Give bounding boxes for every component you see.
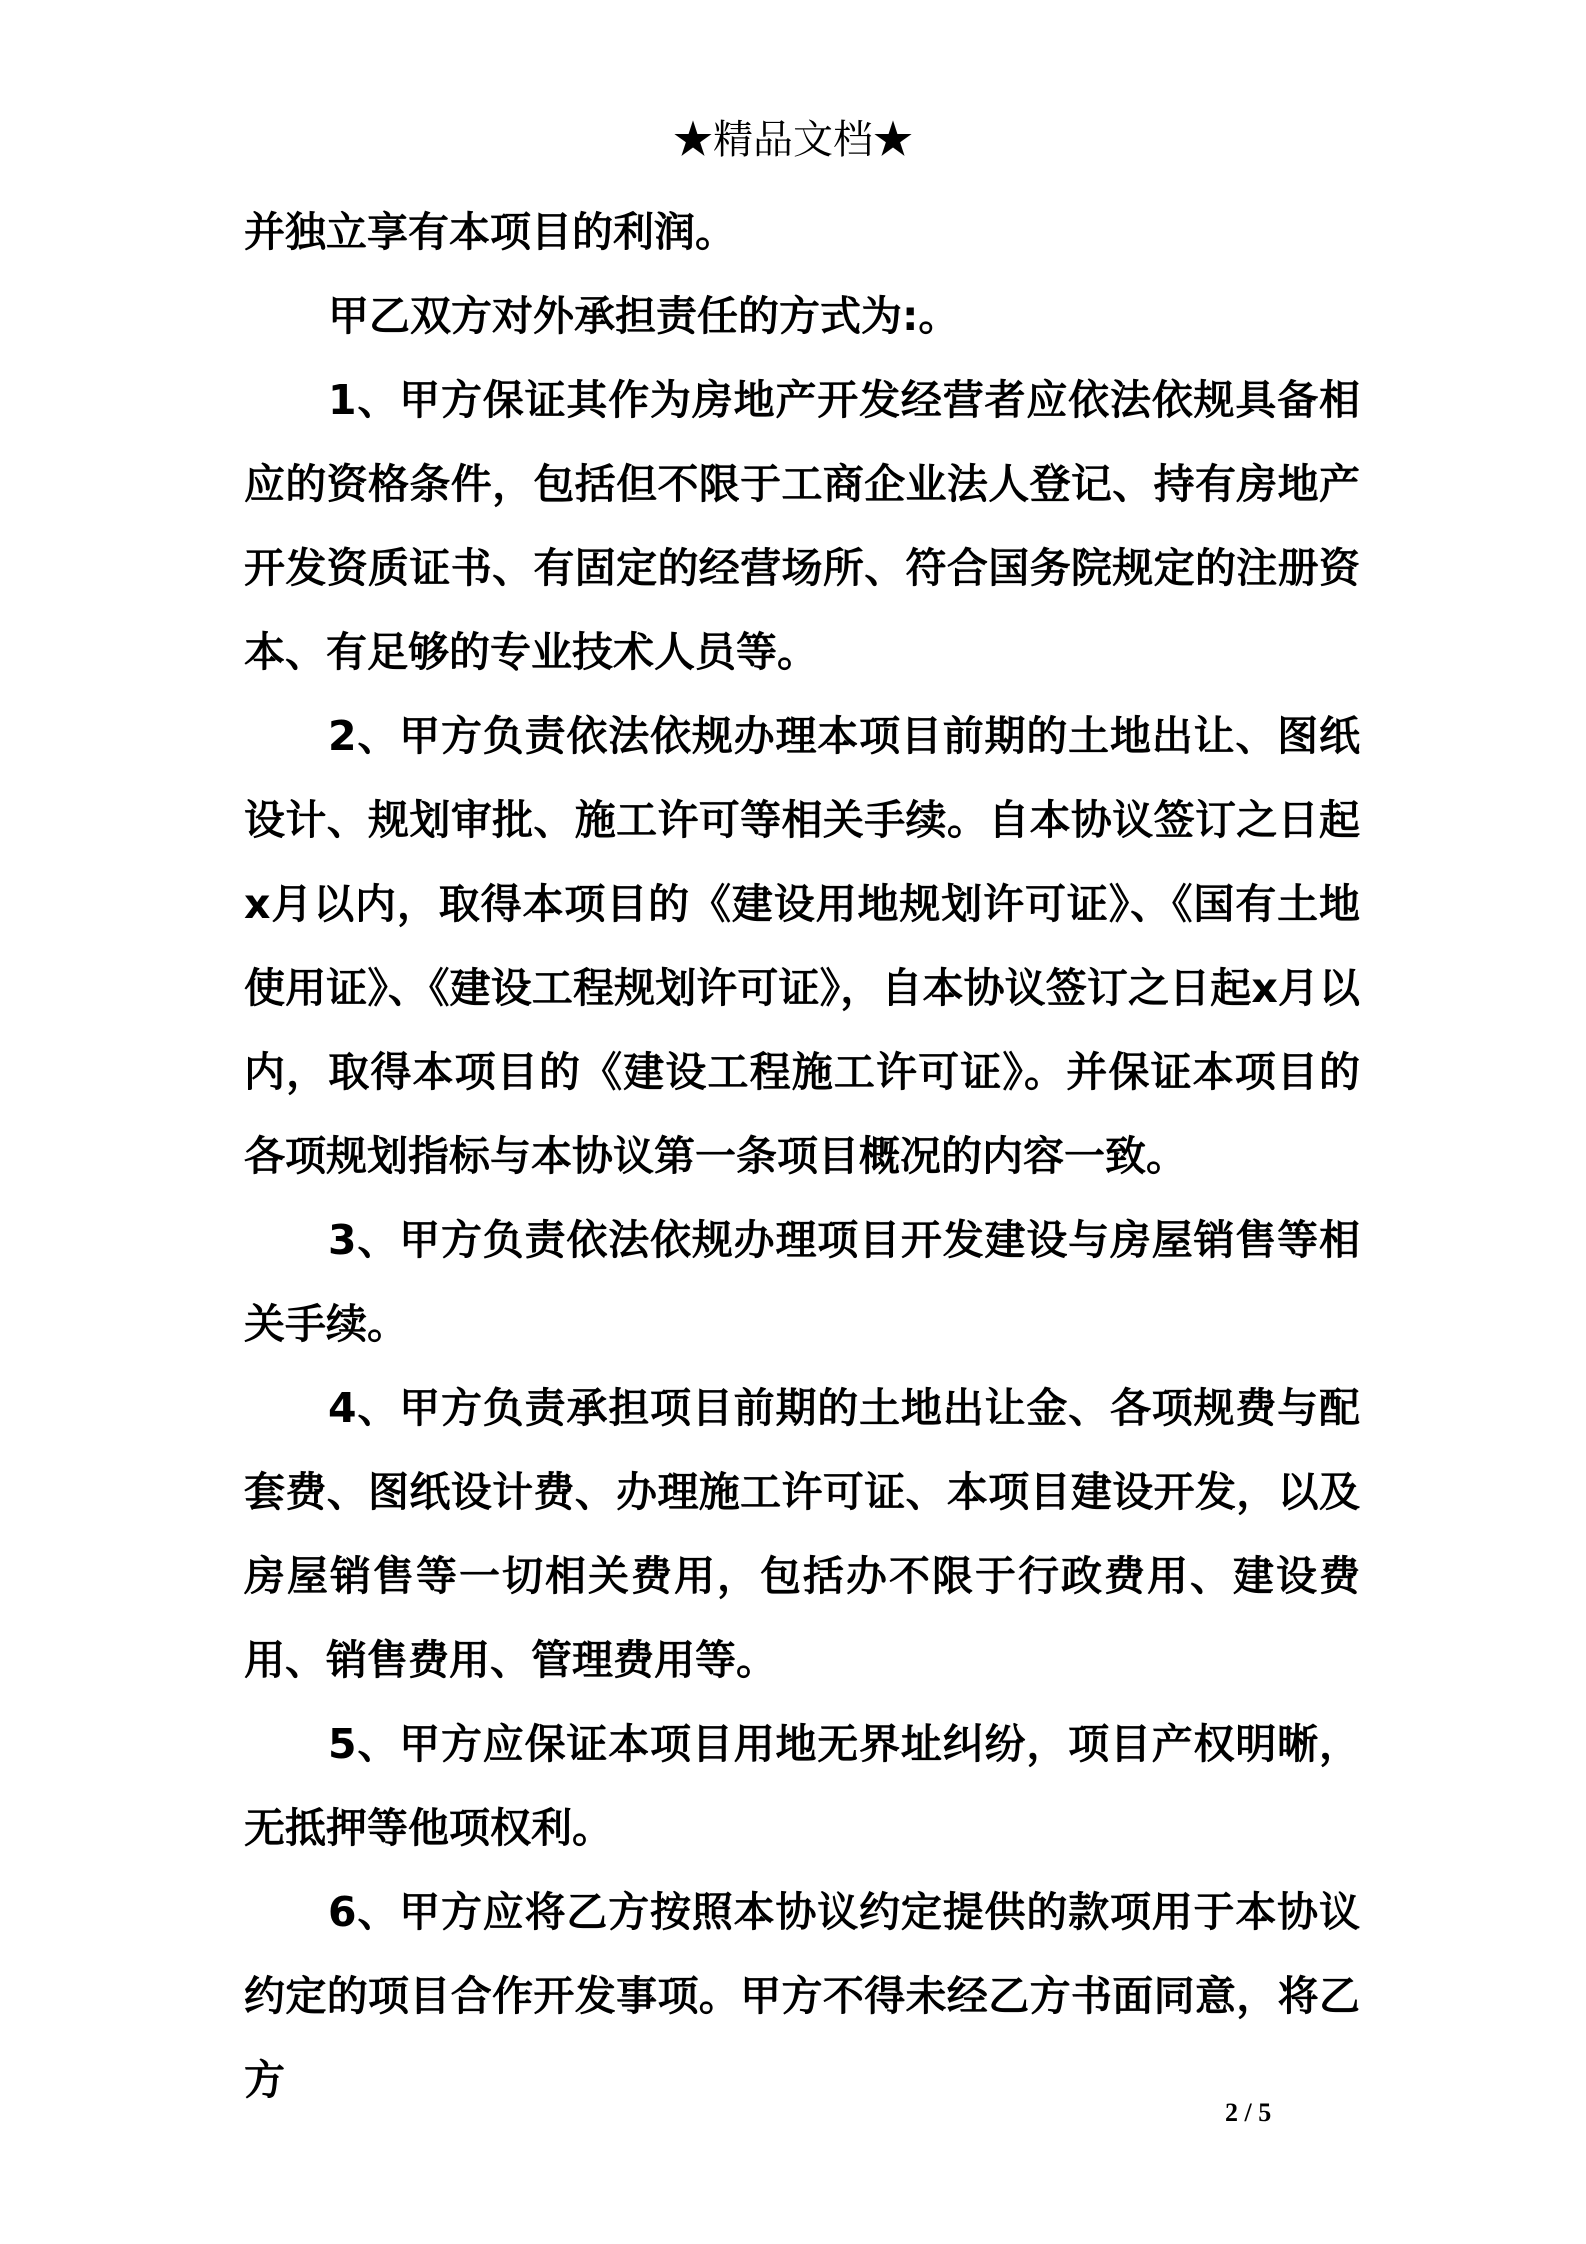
- page-number: 2 / 5: [1225, 2098, 1272, 2127]
- paragraph-clause-5: 5、甲方应保证本项目用地无界址纠纷，项目产权明晰，无抵押等他项权利。: [244, 1720, 1360, 1852]
- paragraph-clause-1: 1、甲方保证其作为房地产开发经营者应依法依规具备相应的资格条件，包括但不限于工商企业法人登记、持有房地产开发资质证书、有固定的经营场所、符合国务院规定的注册资本、有足够的专业技术人员等。: [244, 376, 1360, 676]
- paragraph-clause-4: 4、甲方负责承担项目前期的土地出让金、各项规费与配套费、图纸设计费、办理施工许可证、本项目建设开发，以及房屋销售等一切相关费用，包括办不限于行政费用、建设费用、销售费用、管理费用等。: [244, 1384, 1360, 1684]
- paragraph-clause-6: 6、甲方应将乙方按照本协议约定提供的款项用于本协议约定的项目合作开发事项。甲方不得未经乙方书面同意，将乙方: [244, 1888, 1360, 2104]
- paragraph-continuation: 并独立享有本项目的利润。: [244, 208, 736, 256]
- paragraph-clause-3: 3、甲方负责依法依规办理项目开发建设与房屋销售等相关手续。: [244, 1216, 1360, 1348]
- paragraph-liability-intro: 甲乙双方对外承担责任的方式为:。: [328, 292, 960, 340]
- paragraph-clause-2: 2、甲方负责依法依规办理本项目前期的土地出让、图纸设计、规划审批、施工许可等相关手续。自本协议签订之日起x月以内，取得本项目的《建设用地规划许可证》、《国有土地使用证》、《建设工程规划许可证》，自本协议签订之日起x月以内，取得本项目的《建设工程施工许可证》。并保证本项目的各项规划指标与本协议第一条项目概况的内容一致。: [244, 712, 1360, 1180]
- document-body: [244, 190, 1360, 2122]
- page-header-title: ★精品文档★: [673, 117, 913, 163]
